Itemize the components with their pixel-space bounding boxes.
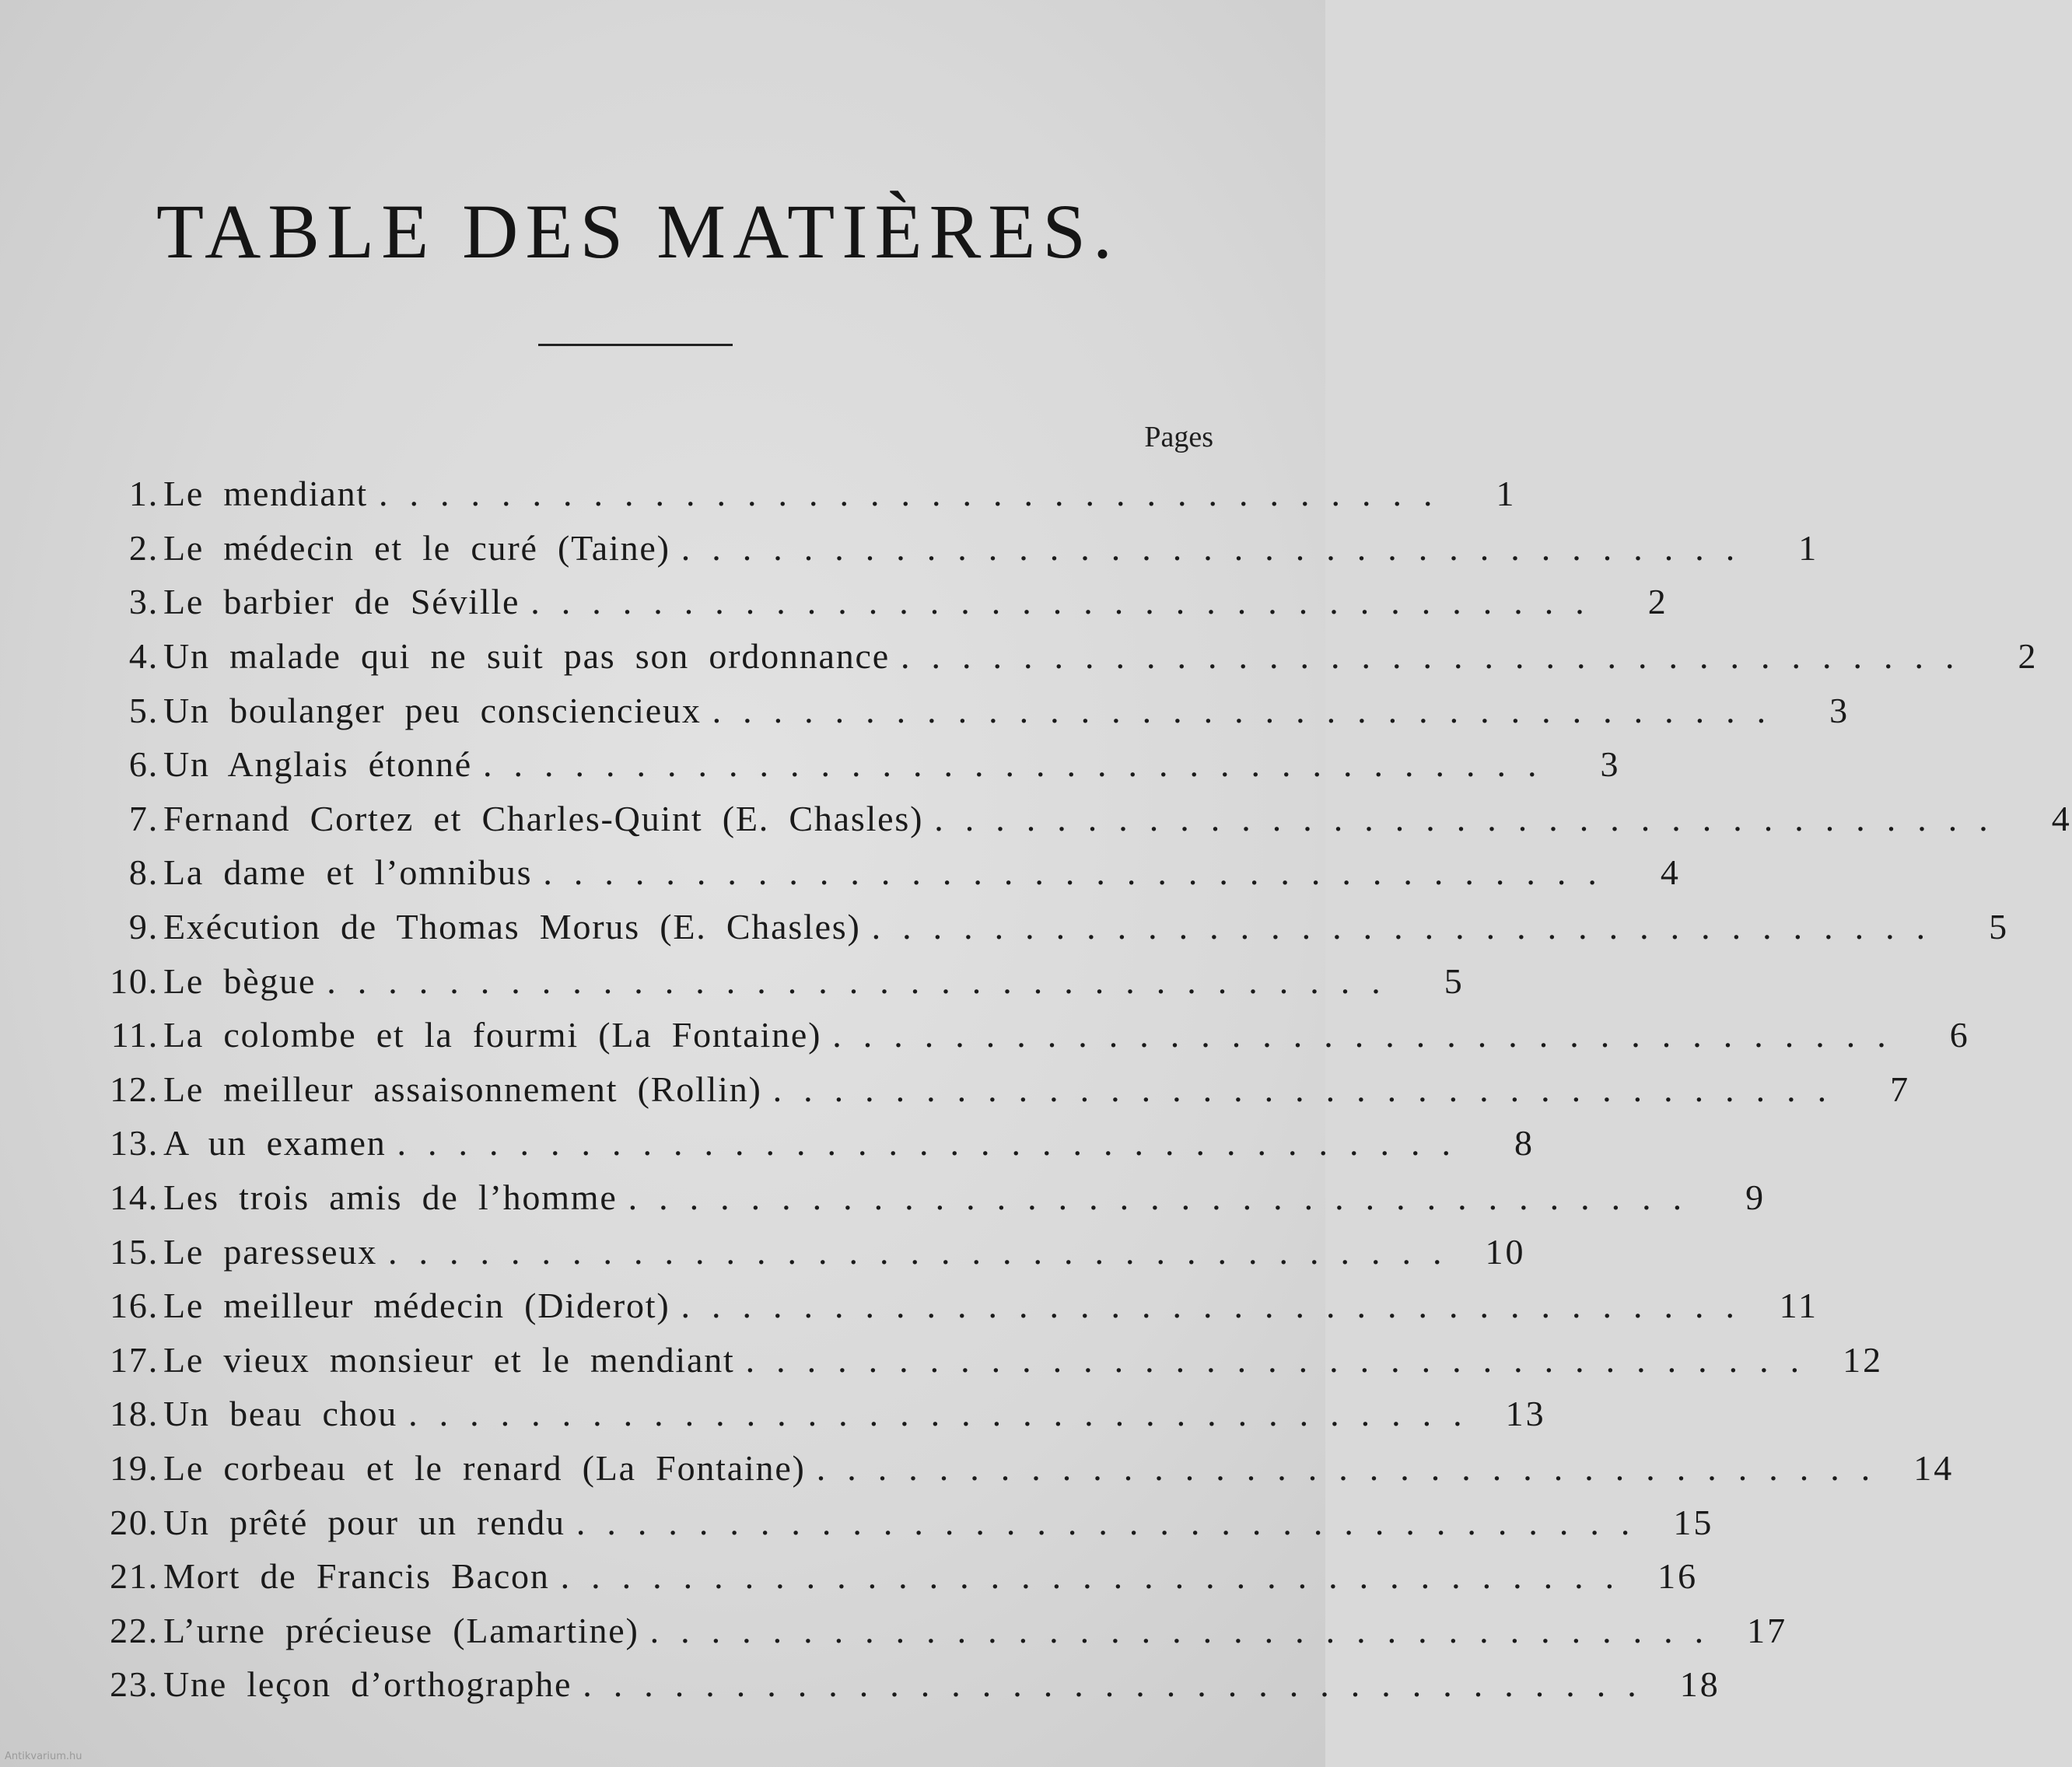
entry-page-number: 7	[1890, 1069, 1911, 1109]
entry-title: Mort de Francis Bacon	[163, 1556, 550, 1597]
dot-leader: ...................................	[483, 744, 1559, 785]
entry-number: 4.	[128, 636, 159, 677]
entry-page-number: 9	[1745, 1177, 1766, 1218]
entry-number: 15.	[110, 1231, 159, 1272]
title-divider	[538, 344, 733, 346]
dot-leader: ...................................	[712, 690, 1788, 730]
entry-number: 7.	[128, 798, 159, 838]
dot-leader: ...................................	[408, 1394, 1484, 1434]
entry-number: 18.	[110, 1394, 159, 1434]
entry-page-number: 4	[1660, 852, 1681, 893]
dot-leader: ...................................	[900, 636, 1976, 677]
entry-number: 21.	[110, 1556, 159, 1597]
entry-page-number: 5	[1444, 960, 1465, 1001]
toc-entry	[78, 953, 1465, 1008]
dot-leader: ...................................	[681, 527, 1757, 568]
entry-page-number: 8	[1514, 1123, 1535, 1163]
entry-title: Le mendiant	[163, 474, 368, 514]
dot-leader: ...................................	[816, 1447, 1892, 1488]
entry-number: 12.	[110, 1069, 159, 1109]
entry-title: Le meilleur médecin (Diderot)	[163, 1286, 670, 1326]
dot-leader: ...................................	[530, 582, 1606, 622]
entry-number: 20.	[110, 1502, 159, 1542]
entry-page-number: 4	[2051, 798, 2072, 838]
dot-leader: ...................................	[745, 1339, 1822, 1380]
entry-page-number: 2	[1647, 582, 1668, 622]
entry-number: 13.	[110, 1123, 159, 1163]
entry-page-number: 15	[1673, 1502, 1714, 1542]
dot-leader: ...................................	[628, 1177, 1704, 1218]
toc-entry	[78, 1603, 1788, 1657]
dot-leader: ...................................	[871, 907, 1948, 947]
toc-entry	[78, 1062, 1911, 1117]
toc-entry	[78, 1495, 1714, 1549]
toc-entry	[78, 629, 2039, 684]
toc-entry	[78, 1170, 1766, 1225]
toc-entry	[78, 737, 1621, 792]
entry-title: Exécution de Thomas Morus (E. Chasles)	[163, 907, 861, 947]
entry-title: Fernand Cortez et Charles-Quint (E. Chasles)	[163, 798, 924, 838]
dot-leader: ...................................	[379, 474, 1454, 514]
entry-title: L’urne précieuse (Lamartine)	[163, 1610, 639, 1650]
toc-entry	[78, 1116, 1535, 1170]
toc-entry	[78, 1549, 1699, 1604]
entry-number: 19.	[110, 1447, 159, 1488]
entry-title: Un Anglais étonné	[163, 744, 472, 785]
entry-title: Le meilleur assaisonnement (Rollin)	[163, 1069, 762, 1109]
dot-leader: ...................................	[832, 1015, 1908, 1055]
entry-title: Le barbier de Séville	[163, 582, 520, 622]
entry-title: Le paresseux	[163, 1231, 377, 1272]
toc-entry	[78, 1333, 1884, 1387]
entry-number: 8.	[128, 852, 159, 893]
toc-entry	[78, 521, 1819, 576]
entry-title: Le corbeau et le renard (La Fontaine)	[163, 1447, 806, 1488]
entry-page-number: 13	[1505, 1394, 1546, 1434]
entry-title: Le vieux monsieur et le mendiant	[163, 1339, 735, 1380]
entry-title: Un boulanger peu consciencieux	[163, 690, 702, 730]
entry-number: 10.	[110, 960, 159, 1001]
entry-number: 11.	[110, 1015, 159, 1055]
page-title: TABLE DES MATIÈRES.	[156, 188, 1119, 275]
dot-leader: ...................................	[934, 798, 2010, 838]
table-of-contents	[78, 467, 2072, 1712]
toc-entry	[78, 683, 1850, 737]
toc-entry	[78, 900, 2010, 954]
entry-number: 17.	[110, 1339, 159, 1380]
dot-leader: ...................................	[681, 1286, 1756, 1326]
entry-page-number: 10	[1485, 1231, 1526, 1272]
dot-leader: ...................................	[772, 1069, 1849, 1109]
entry-title: Un beau chou	[163, 1394, 398, 1434]
toc-entry	[78, 1008, 1970, 1062]
entry-page-number: 1	[1496, 474, 1517, 514]
dot-leader: ...................................	[576, 1502, 1652, 1542]
watermark: Antikvarium.hu	[5, 1751, 82, 1762]
entry-number: 22.	[110, 1610, 159, 1650]
entry-title: Un malade qui ne suit pas son ordonnance	[163, 636, 890, 677]
entry-page-number: 11	[1779, 1286, 1818, 1326]
toc-entry	[78, 1657, 1720, 1712]
toc-entry	[78, 792, 2072, 846]
entry-title: Un prêté pour un rendu	[163, 1502, 565, 1542]
entry-number: 2.	[128, 527, 159, 568]
entry-page-number: 3	[1600, 744, 1621, 785]
entry-title: Le médecin et le curé (Taine)	[163, 527, 670, 568]
toc-entry	[78, 1441, 1955, 1496]
dot-leader: ...................................	[649, 1610, 1726, 1650]
entry-page-number: 18	[1679, 1664, 1720, 1705]
entry-page-number: 17	[1747, 1610, 1788, 1650]
toc-entry	[78, 1279, 1818, 1333]
pages-column-header: Pages	[1144, 421, 1213, 453]
dot-leader: ...................................	[543, 852, 1619, 893]
entry-number: 6.	[128, 744, 159, 785]
entry-page-number: 6	[1949, 1015, 1970, 1055]
entry-number: 5.	[128, 690, 159, 730]
entry-title: La colombe et la fourmi (La Fontaine)	[163, 1015, 822, 1055]
toc-entry	[78, 467, 1517, 521]
dot-leader: ...................................	[327, 960, 1402, 1001]
entry-page-number: 5	[1989, 907, 2010, 947]
toc-entry	[78, 575, 1668, 629]
entry-title: Les trois amis de l’homme	[163, 1177, 618, 1218]
entry-number: 9.	[128, 907, 159, 947]
entry-page-number: 12	[1843, 1339, 1884, 1380]
entry-number: 16.	[110, 1286, 159, 1326]
entry-page-number: 3	[1829, 690, 1850, 730]
entry-title: Une leçon d’orthographe	[163, 1664, 572, 1705]
toc-entry	[78, 1224, 1526, 1279]
dot-leader: ...................................	[397, 1123, 1473, 1163]
entry-page-number: 14	[1913, 1447, 1955, 1488]
entry-page-number: 1	[1798, 527, 1819, 568]
dot-leader: ...................................	[560, 1556, 1636, 1597]
entry-title: La dame et l’omnibus	[163, 852, 533, 893]
entry-number: 14.	[110, 1177, 159, 1218]
entry-title: Le bègue	[163, 960, 317, 1001]
toc-entry	[78, 845, 1681, 900]
toc-entry	[78, 1387, 1546, 1441]
entry-title: A un examen	[163, 1123, 387, 1163]
entry-number: 3.	[128, 582, 159, 622]
dot-leader: ...................................	[583, 1664, 1658, 1705]
dot-leader: ...................................	[388, 1231, 1464, 1272]
entry-number: 1.	[128, 474, 159, 514]
entry-page-number: 2	[2018, 636, 2039, 677]
entry-number: 23.	[110, 1664, 159, 1705]
entry-page-number: 16	[1657, 1556, 1699, 1597]
